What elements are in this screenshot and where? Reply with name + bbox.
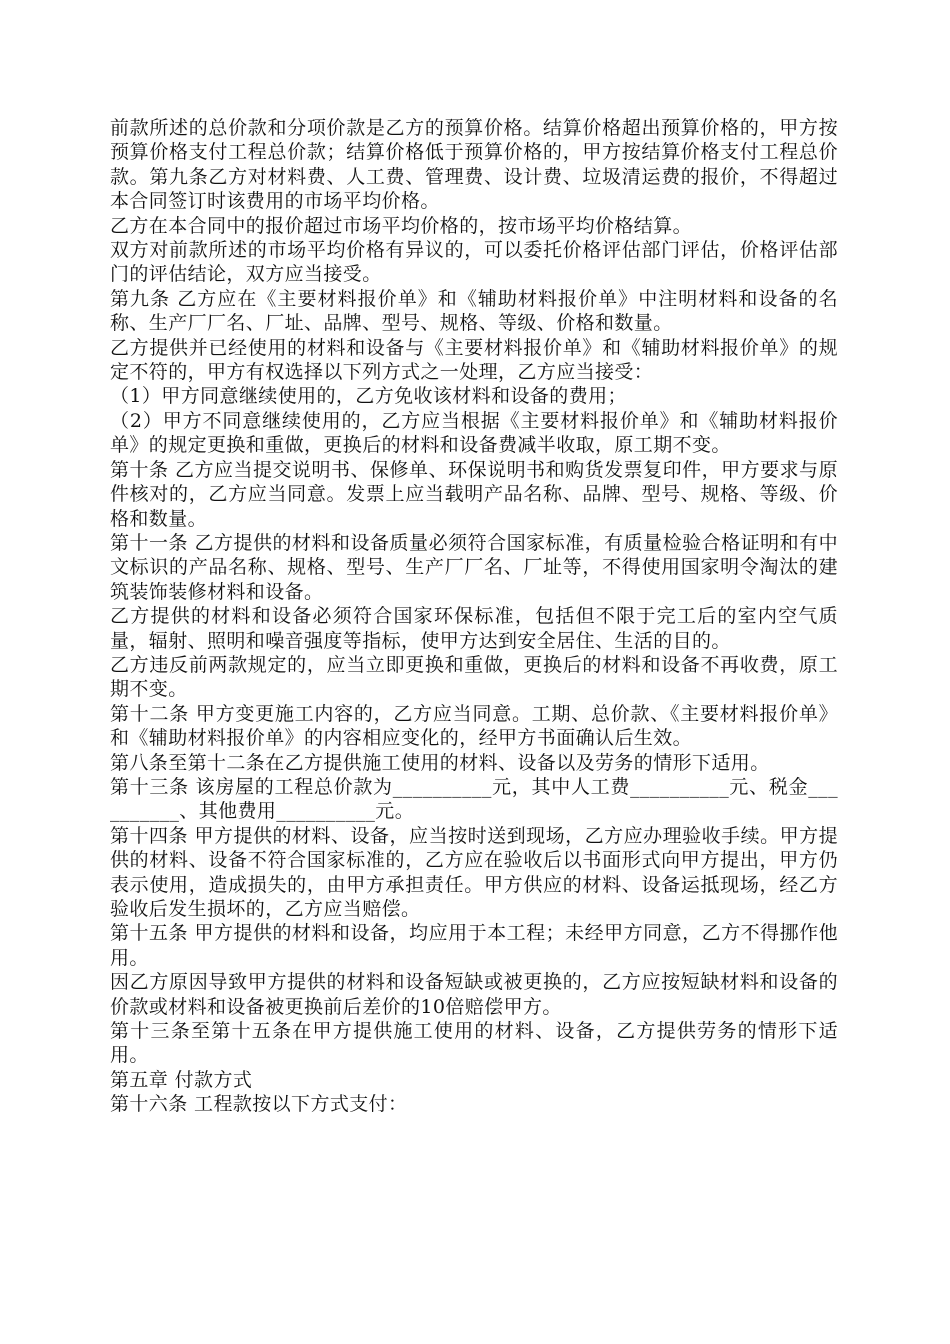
paragraph-market-average: 乙方在本合同中的报价超过市场平均价格的，按市场平均价格结算。 [110, 214, 693, 237]
paragraph-article-14: 第十四条 甲方提供的材料、设备，应当按时送到现场，乙方应办理验收手续。甲方提供的材料、设备不符合国家标准的，乙方应在验收后以书面形式向甲方提出，甲方仍表示使用，造成损失的，由甲方承担责任。甲方供应的材料、设备运抵现场，经乙方验收后发生损坏的，乙方应当赔偿。 [110, 824, 838, 920]
paragraph-article-15: 第十五条 甲方提供的材料和设备，均应用于本工程；未经甲方同意，乙方不得挪作他用。 [110, 922, 838, 969]
paragraph-option-2: （2）甲方不同意继续使用的，乙方应当根据《主要材料报价单》和《辅助材料报价单》的规定更换和重做，更换后的材料和设备费减半收取，原工期不变。 [110, 409, 838, 457]
paragraph-article-10: 第十条 乙方应当提交说明书、保修单、环保说明书和购货发票复印件，甲方要求与原件核对的，乙方应当同意。发票上应当载明产品名称、品牌、型号、规格、等级、价格和数量。 [110, 458, 838, 530]
paragraph-environmental-standards: 乙方提供的材料和设备必须符合国家环保标准，包括但不限于完工后的室内空气质量，辐射、照明和噪音强度等指标，使甲方达到安全居住、生活的目的。 [110, 605, 838, 652]
paragraph-article-13: 第十三条 该房屋的工程总价款为__________元，其中人工费__________元、税金__________、其他费用__________元。 [110, 775, 838, 823]
paragraph-option-1: （1）甲方同意继续使用的，乙方免收该材料和设备的费用； [110, 385, 627, 408]
paragraph-article-12: 第十二条 甲方变更施工内容的，乙方应当同意。工期、总价款、《主要材料报价单》和《辅助材料报价单》的内容相应变化的，经甲方书面确认后生效。 [110, 702, 838, 750]
paragraph-pricing-settlement: 前款所述的总价款和分项价款是乙方的预算价格。结算价格超出预算价格的，甲方按预算价格支付工程总价款；结算价格低于预算价格的，甲方按结算价格支付工程总价款。第九条乙方对材料费、人工费、管理费、设计费、垃圾清运费的报价，不得超过本合同签订时该费用的市场平均价格。 [110, 117, 838, 213]
paragraph-article-11: 第十一条 乙方提供的材料和设备质量必须符合国家标准，有质量检验合格证明和有中文标识的产品名称、规格、型号、生产厂厂名、厂址等，不得使用国家明令淘汰的建筑装饰装修材料和设备。 [110, 531, 838, 603]
paragraph-applicability-13-15: 第十三条至第十五条在甲方提供施工使用的材料、设备，乙方提供劳务的情形下适用。 [110, 1020, 838, 1067]
paragraph-violation-replacement: 乙方违反前两款规定的，应当立即更换和重做，更换后的材料和设备不再收费，原工期不变。 [110, 653, 838, 701]
paragraph-article-16: 第十六条 工程款按以下方式支付： [110, 1093, 408, 1116]
chapter-heading-payment: 第五章 付款方式 [110, 1068, 253, 1091]
paragraph-article-9: 第九条 乙方应在《主要材料报价单》和《辅助材料报价单》中注明材料和设备的名称、生产厂厂名、厂址、品牌、型号、规格、等级、价格和数量。 [110, 287, 838, 335]
paragraph-price-dispute: 双方对前款所述的市场平均价格有异议的，可以委托价格评估部门评估，价格评估部门的评估结论，双方应当接受。 [110, 239, 838, 286]
paragraph-nonconforming-materials: 乙方提供并已经使用的材料和设备与《主要材料报价单》和《辅助材料报价单》的规定不符的，甲方有权选择以下列方式之一处理，乙方应当接受： [110, 336, 838, 384]
document-body [110, 116, 838, 1117]
paragraph-shortage-compensation: 因乙方原因导致甲方提供的材料和设备短缺或被更换的，乙方应按短缺材料和设备的价款或材料和设备被更换前后差价的10倍赔偿甲方。 [110, 971, 838, 1018]
paragraph-applicability-8-12: 第八条至第十二条在乙方提供施工使用的材料、设备以及劳务的情形下适用。 [110, 751, 770, 774]
